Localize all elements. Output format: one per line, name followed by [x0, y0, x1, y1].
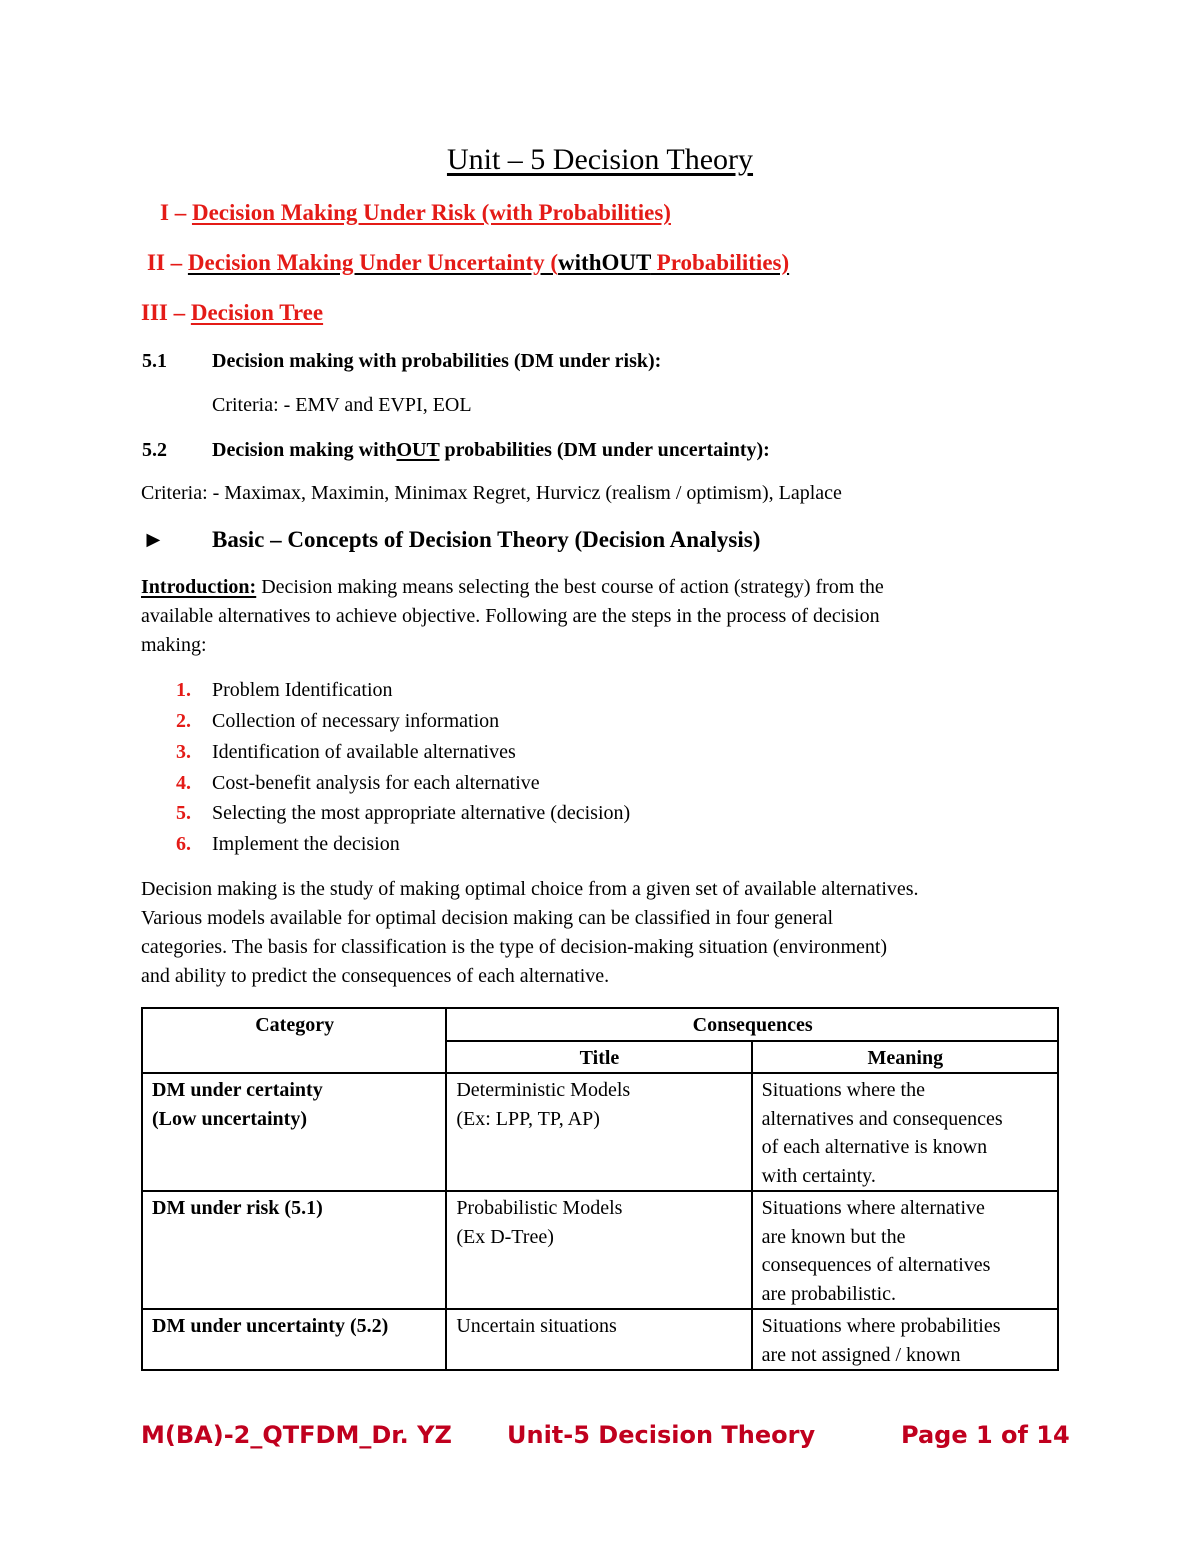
intro-line-3: making:	[141, 634, 207, 656]
table-row	[142, 1073, 1058, 1191]
section-5-2-criteria: Criteria: - Maximax, Maximin, Minimax Regret, Hurvicz (realism / optimism), Laplace	[141, 482, 842, 504]
para-line-2: Various models available for optimal decision making can be classified in four general	[141, 907, 834, 929]
row-meaning: Situations where probabilities are not assigned / known	[752, 1309, 1058, 1370]
header-meaning: Meaning	[752, 1041, 1058, 1074]
intro-line-2: available alternatives to achieve objective. Following are the steps in the process of decision	[141, 605, 880, 627]
header-title: Title	[446, 1041, 751, 1074]
section-i-label: Decision Making Under Risk (with Probabilities)	[191, 200, 671, 225]
page-title: Unit – 5 Decision Theory	[446, 143, 754, 176]
footer-course: M(BA)-2_QTFDM_Dr. YZ	[141, 1421, 452, 1449]
row-meaning: Situations where the alternatives and consequences of each alternative is known with certainty.	[752, 1073, 1058, 1191]
para-line-1: Decision making is the study of making optimal choice from a given set of available alternatives.	[141, 878, 919, 900]
category-table	[141, 1007, 1059, 1371]
table-row	[142, 1191, 1058, 1309]
table-row	[142, 1309, 1058, 1370]
row-title: Deterministic Models (Ex: LPP, TP, AP)	[446, 1073, 751, 1191]
row-category: DM under risk (5.1)	[142, 1191, 446, 1309]
section-i: I – Decision Making Under Risk (with Probabilities)	[160, 200, 671, 225]
intro-label: Introduction:	[141, 576, 257, 598]
section-ii: II – Decision Making Under Uncertainty (withOUT Probabilities)	[147, 250, 790, 275]
section-5-1-criteria: Criteria: - EMV and EVPI, EOL	[212, 394, 472, 416]
footer-page-number: Page 1 of 14	[901, 1421, 1070, 1449]
footer-unit: Unit-5 Decision Theory	[507, 1421, 816, 1449]
arrow-bullet-icon: ►	[142, 527, 165, 552]
section-iii-label: Decision Tree	[190, 300, 324, 325]
row-title: Probabilistic Models (Ex D-Tree)	[446, 1191, 751, 1309]
row-category: DM under uncertainty (5.2)	[142, 1309, 446, 1370]
section-iii: III – Decision Tree	[141, 300, 324, 325]
row-title: Uncertain situations	[446, 1309, 751, 1370]
para-line-3: categories. The basis for classification is the type of decision-making situation (environment)	[141, 936, 888, 958]
intro-line-1: Introduction: Decision making means selecting the best course of action (strategy) from the	[141, 576, 884, 598]
row-category: DM under certainty (Low uncertainty)	[142, 1073, 446, 1191]
header-category: Category	[142, 1008, 446, 1073]
row-meaning: Situations where alternative are known but the consequences of alternatives are probabilistic.	[752, 1191, 1058, 1309]
section-ii-without: withOUT	[558, 250, 651, 275]
para-line-4: and ability to predict the consequences of each alternative.	[141, 965, 610, 987]
header-consequences: Consequences	[446, 1008, 1058, 1041]
